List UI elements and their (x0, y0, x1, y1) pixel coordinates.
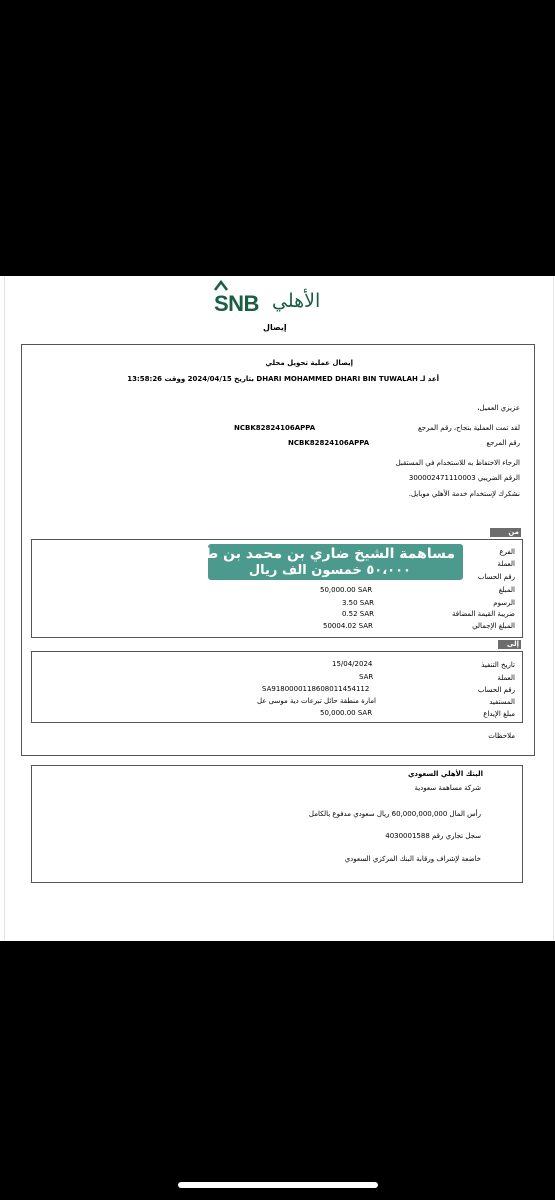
from-label-account: رقم الحساب (477, 573, 515, 581)
reference-value-2: NCBK82824106APPA (288, 439, 370, 447)
from-label-currency: العملة (497, 560, 515, 568)
from-value-vat: 0.52 SAR (342, 610, 375, 618)
to-value-currency: SAR (359, 673, 374, 681)
to-label-notes: ملاحظات (488, 732, 515, 740)
bank-info-box (31, 765, 523, 883)
to-value-account: SA9180000118608011454112 (262, 685, 370, 693)
from-value-amount: 50,000.00 SAR (320, 586, 373, 594)
from-tab: من (490, 528, 521, 537)
supervision-line: خاضعة لإشراف ورقابة البنك المركزي السعودي (344, 855, 481, 863)
transaction-title: إيصال عملية تحويل محلي (265, 359, 353, 367)
home-indicator[interactable] (178, 1182, 378, 1188)
bank-name: البنك الأهلي السعودي (407, 770, 483, 778)
to-label-deposit: مبلغ الإيداع (483, 710, 515, 718)
from-value-total: 50004.02 SAR (323, 622, 373, 630)
greeting: عزيزي العميل، (477, 404, 520, 412)
company-type: شركة مساهمة سعودية (414, 784, 481, 792)
to-label-exec-date: تاريخ التنفيذ (481, 661, 515, 669)
to-label-beneficiary: المستفيد (489, 698, 515, 706)
thanks-text: نشكرك لإستخدام خدمة الأهلي موبايل. (408, 490, 520, 498)
prepared-for-line: أعد لـ DHARI MOHAMMED DHARI BIN TUWALAH بتاريخ 2024/04/15 ووقت 13:58:26 (127, 375, 439, 383)
keep-text: الرجاء الاحتفاظ به للاستخدام في المستقبل (395, 459, 520, 467)
logo-arabic-text: الأهلي (272, 290, 321, 312)
receipt-document (0, 276, 555, 941)
from-label-vat: ضريبة القيمة المضافة (451, 610, 515, 618)
snb-logo (210, 288, 340, 320)
reference-value: NCBK82824106APPA (234, 424, 316, 432)
to-value-deposit: 50,000.00 SAR (320, 709, 373, 717)
to-label-currency: العملة (497, 674, 515, 682)
logo-latin-text: SNB (214, 291, 259, 316)
to-label-account: رقم الحساب (477, 686, 515, 694)
tax-number: الرقم الضريبي 300002471110003 (408, 474, 520, 482)
from-value-fees: 3.50 SAR (342, 599, 375, 607)
from-label-total: المبلغ الإجمالي (472, 622, 515, 630)
from-label-fees: الرسوم (493, 599, 515, 607)
to-tab: إلى (498, 640, 521, 649)
banner-line-2: ٥٠،٠٠٠ خمسون الف ريال (248, 563, 411, 578)
from-label-branch: الفرع (499, 548, 515, 556)
capital-line: رأس المال 60,000,000,000 ريال سعودي مدفوع بالكامل (308, 810, 481, 818)
from-label-amount: المبلغ (498, 586, 515, 594)
to-value-exec-date: 15/04/2024 (332, 660, 373, 668)
banner-line-1: مساهمة الشيخ ضاري بن محمد بن طوالة (177, 546, 455, 562)
contribution-banner (177, 544, 463, 580)
logo-chevron-icon (213, 278, 229, 292)
to-value-beneficiary: امارة منطقة حائل تبرعات دية موسى عل (256, 697, 376, 705)
receipt-title: إيصال (263, 323, 287, 332)
success-text: لقد تمت العملية بنجاح، رقم المرجع (418, 424, 520, 432)
cr-line: سجل تجاري رقم 4030001588 (385, 832, 481, 840)
reference-label: رقم المرجع (486, 439, 520, 447)
